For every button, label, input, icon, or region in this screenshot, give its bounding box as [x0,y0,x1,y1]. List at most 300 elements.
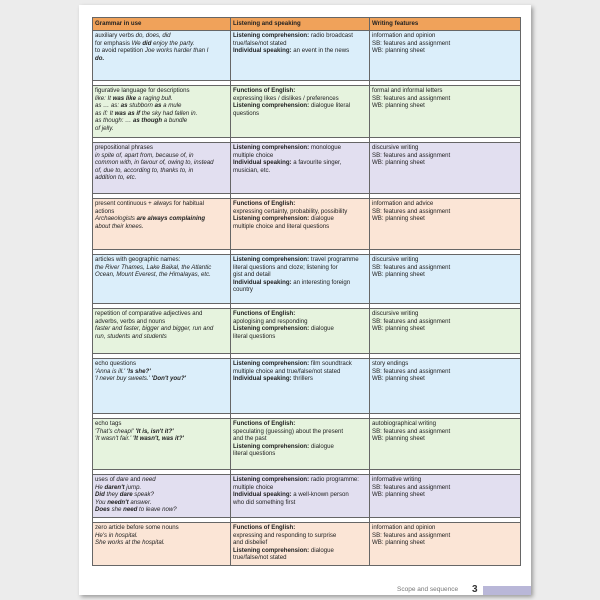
cell-line [233,499,367,507]
cell-line [95,428,228,436]
cell-line [95,40,228,48]
text-run: dialogue [309,215,334,223]
cell-line [372,215,518,223]
writing-cell [370,199,521,250]
cell-line [95,484,228,492]
cell-line [233,450,367,458]
listening-cell [231,255,370,304]
text-run: do. [95,54,105,62]
cell-line [233,360,367,368]
cell-line [95,491,228,499]
cell-line [95,95,228,103]
cell-line [372,420,518,428]
cell-line [95,333,228,341]
text-run: It [107,109,115,117]
text-run: country [233,286,253,294]
text-run: WB: planning sheet [372,271,425,279]
text-run: SB: features and assignment [372,207,451,215]
table-row [93,419,521,470]
cell-line [372,428,518,436]
cell-line [95,152,228,160]
cell-line [372,524,518,532]
cell-line [233,333,367,341]
footer-label: Scope and sequence [397,586,459,593]
text-run: like: [95,94,106,102]
cell-line [95,215,228,223]
cell-line [233,271,367,279]
text-run: radio programme: [309,476,359,483]
cell-line [372,491,518,499]
text-run: Listening comprehension: [233,360,310,367]
text-run: for emphasis [95,39,132,47]
text-run: are always complaining [136,215,206,223]
text-run: film soundtrack [309,360,352,367]
cell-line [95,55,228,63]
text-run: in spite of, apart from, because of, in [95,151,194,159]
text-run: Listening comprehension: [233,102,310,110]
text-run: Listening comprehension: [233,325,310,333]
table-row [93,523,521,566]
text-run: 'That's cheap!' [95,427,136,435]
cell-line [372,208,518,216]
text-run: who did something first [233,498,296,506]
cell-line [95,476,228,484]
grammar-cell [93,475,231,518]
cell-line [95,318,228,326]
text-run: WB: planning sheet [372,435,425,443]
text-run: WB: planning sheet [372,102,425,110]
cell-line [95,47,228,55]
text-run: monologue [309,144,342,151]
text-run: 'It wasn't, was it?' [132,435,184,443]
cell-line [233,215,367,223]
text-run: to avoid repetition [95,47,145,55]
cell-line [95,360,228,368]
text-run: We [131,39,143,47]
grammar-cell [93,255,231,304]
text-run: literal questions [233,332,276,340]
cell-line [95,174,228,182]
text-run: and [128,476,143,483]
text-run: information and opinion [372,524,436,531]
text-run: addition to, etc. [95,174,137,182]
cell-line [95,264,228,272]
cell-line [233,167,367,175]
text-run: jump. [124,483,142,491]
table-row [93,86,521,138]
text-run: dialogue [309,546,334,554]
text-run: autobiographical writing [372,420,437,427]
text-run: He's in hospital. [95,531,138,539]
text-run: for habitual [172,200,204,207]
text-run: a bundle [162,117,188,125]
text-run: Did [95,491,105,499]
cell-line [233,310,367,318]
text-run: to leave now? [137,506,177,514]
table-row [93,199,521,250]
text-run: dare [119,491,133,499]
writing-cell [370,419,521,470]
listening-cell [231,143,370,194]
text-run: as if: [95,109,108,117]
cell-line [372,484,518,492]
cell-line [233,102,367,110]
text-run: and the past [233,435,267,443]
cell-line [372,539,518,547]
text-run: informative writing [372,476,422,483]
text-run: multiple choice [233,483,274,491]
text-run: as though [132,117,163,125]
cell-line [95,499,228,507]
cell-line [372,87,518,95]
cell-line [372,310,518,318]
text-run: multiple choice and true/false/not stated [233,367,341,375]
cell-line [233,524,367,532]
text-run: Individual speaking: [233,47,292,55]
cell-line [233,443,367,451]
cell-line [233,554,367,562]
text-run: run, students and students [95,332,167,340]
cell-line [95,435,228,443]
text-run: questions [233,109,260,117]
text-run: speak? [132,491,154,499]
text-run: repetition of comparative adjectives and [95,310,203,317]
text-run: as … as: [95,102,120,110]
text-run: Individual speaking: [233,375,292,383]
text-run: travel programme [309,256,359,263]
text-run: do, does, did [135,32,171,39]
text-run: Does [95,506,110,514]
cell-line [372,95,518,103]
text-run: always [153,200,173,207]
cell-line [372,271,518,279]
listening-cell [231,523,370,566]
writing-cell [370,31,521,81]
table-row [93,309,521,354]
cell-line [95,310,228,318]
text-run: Listening comprehension: [233,476,310,483]
text-run: Individual speaking: [233,278,292,286]
text-run: was like [112,94,137,102]
text-run: an interesting foreign [291,278,351,286]
text-run: formal and informal letters [372,87,443,94]
header-listening: Listening and speaking [231,18,370,31]
grammar-cell [93,143,231,194]
cell-line [233,256,367,264]
text-run: WB: planning sheet [372,375,425,383]
text-run: dialogue literal [309,102,351,110]
listening-cell [231,359,370,414]
header-grammar: Grammar in use [93,18,231,31]
cell-line [233,325,367,333]
cell-line [233,318,367,326]
cell-line [372,47,518,55]
text-run: did [142,39,152,47]
text-run: of jelly. [95,124,114,132]
text-run: SB: features and assignment [372,427,451,435]
text-run: uses of [95,476,117,483]
text-run: Functions of English: [233,87,296,94]
text-run: Listening comprehension: [233,144,310,151]
text-run: expressing certainty, probability, possibility [233,207,348,215]
cell-line [233,264,367,272]
text-run: she [109,506,124,514]
cell-line [233,40,367,48]
text-run: WB: planning sheet [372,47,425,55]
text-run: SB: features and assignment [372,531,451,539]
cell-line [233,200,367,208]
cell-line [95,539,228,547]
cell-line [372,375,518,383]
cell-line [372,40,518,48]
cell-line [233,547,367,555]
cell-line [233,95,367,103]
text-run: and disbelief [233,539,268,547]
cell-line [372,318,518,326]
page-footer [391,585,531,597]
cell-line [372,152,518,160]
listening-cell [231,309,370,354]
text-run: gist and detail [233,271,271,279]
cell-line [95,208,228,216]
cell-line [233,428,367,436]
listening-cell [231,475,370,518]
cell-line [233,375,367,383]
text-run: a well-known person [291,491,349,499]
text-run: echo tags [95,420,122,427]
text-run: actions [95,207,115,215]
listening-cell [231,199,370,250]
cell-line [372,360,518,368]
cell-line [95,256,228,264]
cell-line [95,87,228,95]
text-run: SB: features and assignment [372,39,451,47]
cell-line [233,47,367,55]
listening-cell [231,86,370,138]
text-run: literal questions and cloze; listening for [233,263,338,271]
cell-line [95,102,228,110]
text-run: need [142,476,156,483]
text-run: daren't [104,483,125,491]
cell-line [233,532,367,540]
text-run: figurative language for descriptions [95,87,190,94]
writing-cell [370,143,521,194]
text-run: discursive writing [372,310,419,317]
text-run: prepositional phrases [95,144,153,151]
text-run: SB: features and assignment [372,367,451,375]
text-run: zero article before some nouns [95,524,179,531]
writing-cell [370,475,521,518]
text-run: WB: planning sheet [372,491,425,499]
cell-line [95,325,228,333]
cell-line [372,325,518,333]
text-run: 'It is, isn't it?' [135,427,174,435]
text-run: was as if [114,109,141,117]
cell-line [233,420,367,428]
document-page [79,5,531,595]
cell-line [233,208,367,216]
cell-line [233,286,367,294]
text-run: need [123,506,138,514]
text-run: an event in the news [291,47,350,55]
text-run: Listening comprehension: [233,256,310,263]
text-run: multiple choice and literal questions [233,222,330,230]
text-run: 'Is she?' [126,367,151,375]
cell-line [372,256,518,264]
text-run: Functions of English: [233,524,296,531]
grammar-cell [93,86,231,138]
page-number: 3 [472,584,478,595]
text-run: common with, in favour of, owing to, instead [95,159,214,167]
cell-line [372,264,518,272]
cell-line [95,159,228,167]
text-run: She works at the hospital. [95,539,165,547]
text-run: story endings [372,360,409,367]
text-run: about their knees. [95,222,144,230]
cell-line [95,375,228,383]
text-run: dialogue [309,442,334,450]
footer-color-bar [483,586,531,595]
table-row [93,359,521,414]
text-run: thrillers [291,375,313,383]
text-run: discursive writing [372,256,419,263]
cell-line [95,506,228,514]
text-run: they [104,491,120,499]
text-run: 'Anna is ill.' [95,367,127,375]
text-run: as [154,102,162,110]
text-run: stubborn [127,102,155,110]
text-run: It [105,94,113,102]
cell-line [95,125,228,133]
text-run: Functions of English: [233,310,296,317]
text-run: Individual speaking: [233,491,292,499]
text-run: information and opinion [372,32,436,39]
cell-line [95,223,228,231]
text-run: the River Thames, Lake Baikal, the Atlantic [95,263,212,271]
text-run: 'Don't you?' [151,375,187,383]
text-run: as [119,102,128,110]
text-run: Functions of English: [233,420,296,427]
text-run: literal questions [233,450,276,458]
text-run: Listening comprehension: [233,215,310,223]
text-run: a favourite singer, [291,159,342,167]
cell-line [372,200,518,208]
text-run: information and advice [372,200,434,207]
cell-line [95,368,228,376]
cell-line [95,420,228,428]
text-run: WB: planning sheet [372,159,425,167]
text-run: Listening comprehension: [233,32,310,39]
text-run: the sky had fallen in. [140,109,198,117]
text-run: needn't [107,498,129,506]
cell-line [372,144,518,152]
text-run: SB: features and assignment [372,151,451,159]
cell-line [233,279,367,287]
text-run: SB: features and assignment [372,483,451,491]
cell-line [95,117,228,125]
cell-line [372,532,518,540]
grammar-cell [93,359,231,414]
text-run: Functions of English: [233,200,296,207]
cell-line [95,524,228,532]
text-run: musician, etc. [233,166,271,174]
text-run: apologising and responding [233,317,308,325]
writing-cell [370,523,521,566]
text-run: He [95,483,105,491]
listening-cell [231,31,370,81]
cell-line [372,32,518,40]
scope-sequence-table [92,17,521,566]
text-run: true/false/not stated [233,39,287,47]
text-run: speculating (guessing) about the present [233,427,344,435]
cell-line [95,144,228,152]
text-run: answer. [128,498,152,506]
text-run: radio broadcast [309,32,353,39]
text-run: Joe works harder than I [144,47,209,55]
grammar-cell [93,199,231,250]
text-run: expressing likes / dislikes / preferences [233,94,339,102]
table-row [93,255,521,304]
cell-line [95,167,228,175]
cell-line [233,435,367,443]
cell-line [233,539,367,547]
cell-line [233,144,367,152]
text-run: SB: features and assignment [372,263,451,271]
writing-cell [370,86,521,138]
cell-line [372,476,518,484]
text-run: Ocean, Mount Everest, the Himalayas, etc. [95,271,211,279]
grammar-cell [93,419,231,470]
cell-line [233,152,367,160]
cell-line [233,368,367,376]
text-run: auxiliary verbs [95,32,136,39]
text-run: expressing and responding to surprise [233,531,337,539]
cell-line [372,102,518,110]
text-run: You [95,498,108,506]
text-run: true/false/not stated [233,554,287,562]
cell-line [233,223,367,231]
text-run: WB: planning sheet [372,325,425,333]
text-run: enjoy the party. [151,39,195,47]
text-run: … [123,117,133,125]
header-row [93,18,521,31]
cell-line [233,159,367,167]
listening-cell [231,419,370,470]
text-run: SB: features and assignment [372,317,451,325]
grammar-cell [93,523,231,566]
text-run: discursive writing [372,144,419,151]
text-run: Listening comprehension: [233,546,310,554]
writing-cell [370,309,521,354]
cell-line [372,435,518,443]
table-row [93,31,521,81]
text-run: a mule [161,102,182,110]
cell-line [95,32,228,40]
cell-line [372,159,518,167]
cell-line [233,484,367,492]
text-run: Archaeologists [95,215,137,223]
cell-line [95,200,228,208]
text-run: adverbs, verbs and nouns [95,317,166,325]
text-run: articles with geographic names: [95,256,181,263]
text-run: present continuous + [95,200,154,207]
writing-cell [370,255,521,304]
grammar-cell [93,309,231,354]
cell-line [233,110,367,118]
text-run: WB: planning sheet [372,539,425,547]
text-run: Individual speaking: [233,159,292,167]
text-run: SB: features and assignment [372,94,451,102]
